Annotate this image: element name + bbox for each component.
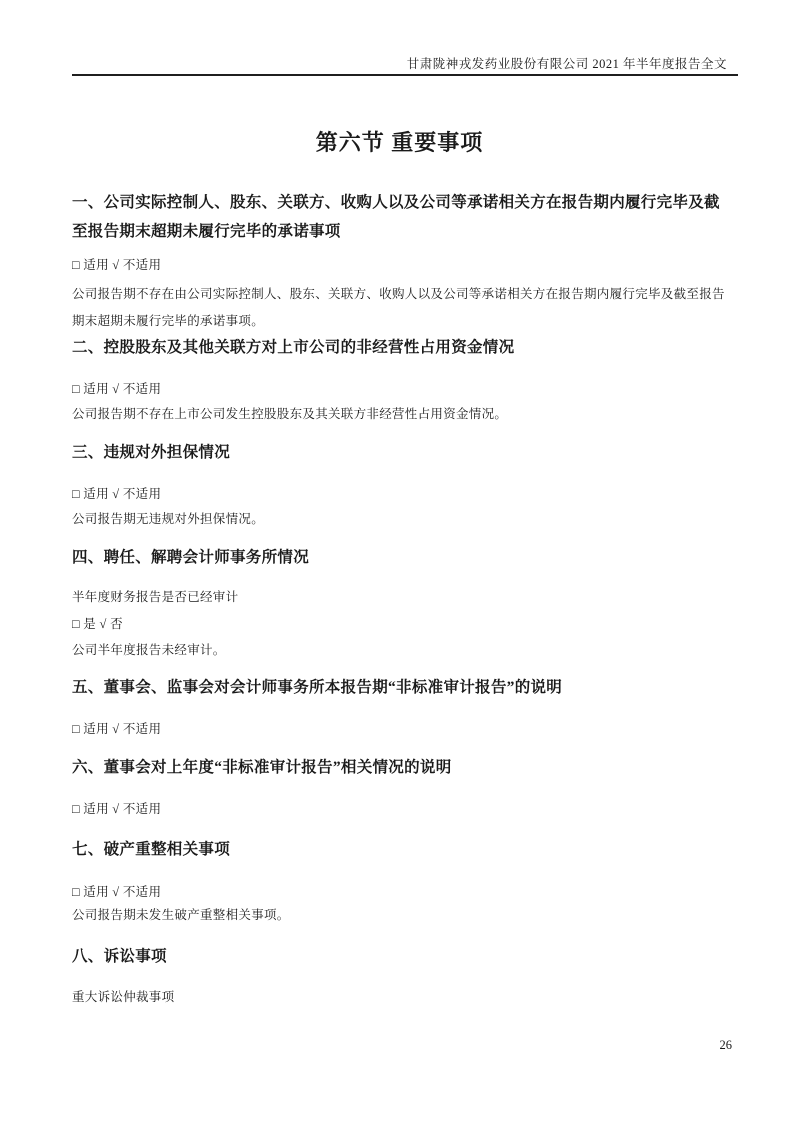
section-4-yes-no-line: □ 是 √ 否 [72, 617, 123, 631]
running-header: 甘肃陇神戎发药业股份有限公司 2021 年半年度报告全文 [406, 57, 727, 71]
section-4-audit-question: 半年度财务报告是否已经审计 [72, 590, 239, 604]
page-title: 第六节 重要事项 [315, 130, 484, 155]
section-7-heading: 七、破产重整相关事项 [72, 841, 231, 858]
section-6-applicability-line: □ 适用 √ 不适用 [72, 802, 162, 816]
section-2-heading: 二、控股股东及其他关联方对上市公司的非经营性占用资金情况 [72, 339, 515, 356]
section-6-heading: 六、董事会对上年度“非标准审计报告”相关情况的说明 [72, 759, 452, 776]
section-4-body-text: 公司半年度报告未经审计。 [72, 643, 226, 657]
section-1-applicability-line: □ 适用 √ 不适用 [72, 258, 162, 272]
section-1-body-text: 公司报告期不存在由公司实际控制人、股东、关联方、收购人以及公司等承诺相关方在报告期内履行完毕及截至报告期末超期未履行完毕的承诺事项。 [72, 287, 725, 328]
section-7-body-text: 公司报告期未发生破产重整相关事项。 [72, 908, 290, 922]
section-3-heading: 三、违规对外担保情况 [72, 444, 231, 461]
section-1-heading: 一、公司实际控制人、股东、关联方、收购人以及公司等承诺相关方在报告期内履行完毕及截至报告期末超期未履行完毕的承诺事项 [72, 194, 720, 240]
section-8-heading: 八、诉讼事项 [72, 948, 167, 965]
section-7-applicability-line: □ 适用 √ 不适用 [72, 885, 162, 899]
section-3-applicability-line: □ 适用 √ 不适用 [72, 487, 162, 501]
section-3-body-text: 公司报告期无违规对外担保情况。 [72, 512, 265, 526]
section-2-applicability-line: □ 适用 √ 不适用 [72, 382, 162, 396]
header-rule [72, 74, 738, 76]
page-number: 26 [719, 1038, 732, 1052]
section-8-body-text: 重大诉讼仲裁事项 [72, 990, 175, 1004]
section-2-body-text: 公司报告期不存在上市公司发生控股股东及其关联方非经营性占用资金情况。 [72, 407, 508, 421]
section-5-applicability-line: □ 适用 √ 不适用 [72, 722, 162, 736]
section-5-heading: 五、董事会、监事会对会计师事务所本报告期“非标准审计报告”的说明 [72, 679, 563, 696]
section-4-heading: 四、聘任、解聘会计师事务所情况 [72, 549, 310, 566]
